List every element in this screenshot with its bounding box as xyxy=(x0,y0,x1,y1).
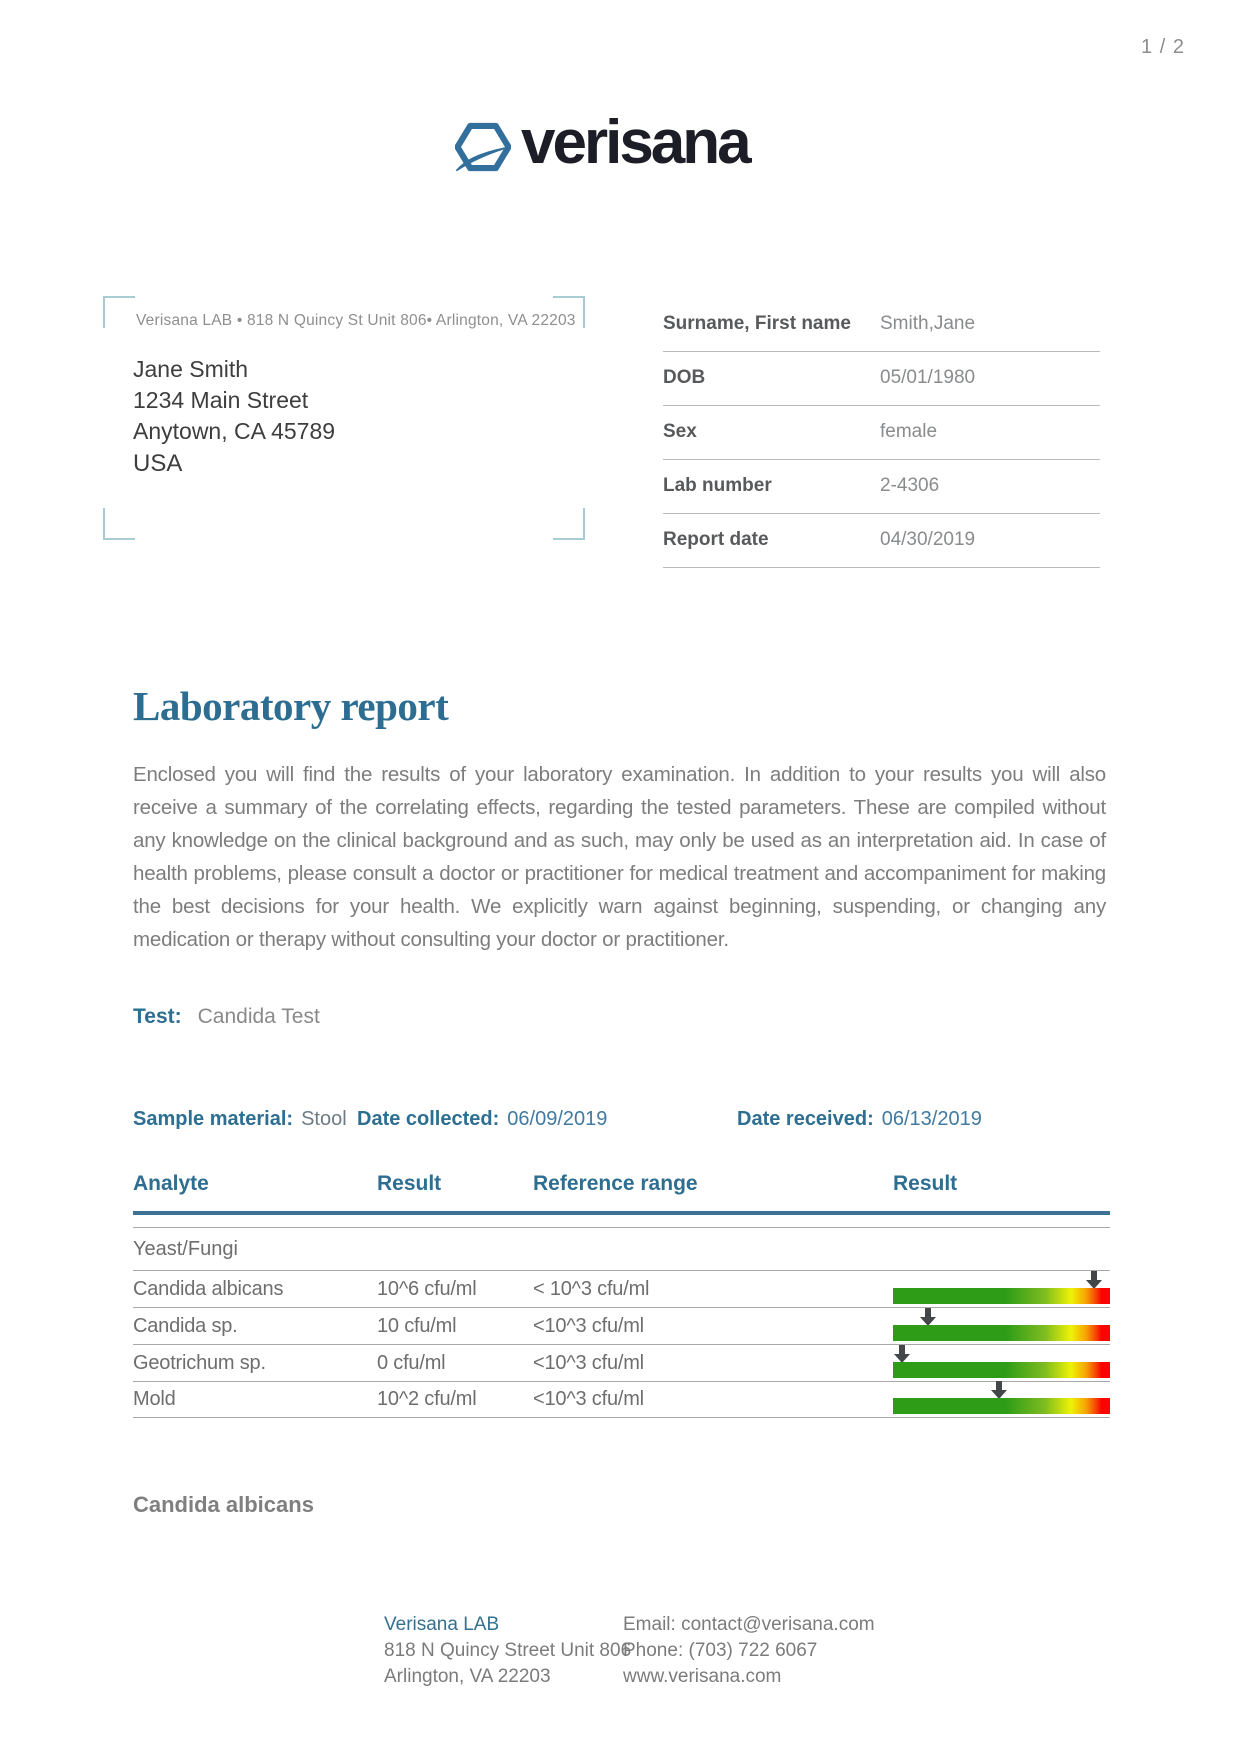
result-scale-bar xyxy=(893,1362,1110,1378)
section-heading-candida-albicans: Candida albicans xyxy=(133,1492,314,1517)
sample-material-label: Sample material: xyxy=(133,1108,294,1130)
address-window xyxy=(103,296,585,540)
recipient-street: 1234 Main Street xyxy=(133,387,309,413)
recipient-city: Anytown, CA 45789 xyxy=(133,418,336,444)
date-received xyxy=(737,1108,982,1131)
corner-bracket-icon xyxy=(103,508,135,540)
patient-value: Smith,Jane xyxy=(880,313,976,334)
result-cell: 10 cfu/ml xyxy=(377,1314,457,1337)
analyte-cell: Geotrichum sp. xyxy=(133,1351,266,1374)
result-cell: 0 cfu/ml xyxy=(377,1351,446,1374)
result-scale-cell xyxy=(893,1271,1110,1307)
spacer xyxy=(133,1215,1110,1227)
patient-value: female xyxy=(880,421,938,442)
down-arrow-icon xyxy=(894,1345,910,1363)
result-scale-cell xyxy=(893,1308,1110,1344)
reference-cell: <10^3 cfu/ml xyxy=(533,1388,644,1410)
patient-row-dob xyxy=(663,352,1100,406)
patient-value: 04/30/2019 xyxy=(880,529,976,550)
patient-row-report-date xyxy=(663,514,1100,568)
reference-cell: <10^3 cfu/ml xyxy=(533,1314,644,1337)
patient-label: Report date xyxy=(663,529,769,550)
footer-email: Email: contact@verisana.com xyxy=(623,1614,875,1635)
corner-bracket-icon xyxy=(553,508,585,540)
return-address: Verisana LAB • 818 N Quincy St Unit 806• Arlington, VA 22203 xyxy=(136,312,576,329)
footer-phone: Phone: (703) 722 6067 xyxy=(623,1640,818,1661)
result-cell: 10^2 cfu/ml xyxy=(377,1388,477,1410)
footer-lab-name: Verisana LAB xyxy=(384,1614,500,1635)
recipient-address xyxy=(133,354,335,479)
hexagon-leaf-icon xyxy=(455,122,511,172)
table-row xyxy=(133,1270,1110,1307)
results-header-row xyxy=(133,1172,1110,1198)
test-value: Candida Test xyxy=(197,1005,320,1028)
test-line xyxy=(133,1005,320,1029)
patient-row-name xyxy=(663,298,1100,352)
group-row-yeast-fungi xyxy=(133,1227,1110,1270)
result-scale-cell xyxy=(893,1382,1110,1417)
reference-cell: <10^3 cfu/ml xyxy=(533,1351,644,1374)
group-label: Yeast/Fungi xyxy=(133,1237,238,1260)
test-label: Test: xyxy=(133,1005,182,1028)
result-scale-bar xyxy=(893,1398,1110,1414)
column-header-result-scale: Result xyxy=(893,1172,958,1195)
patient-value: 05/01/1980 xyxy=(880,367,976,388)
footer-street: 818 N Quincy Street Unit 806 xyxy=(384,1640,632,1661)
analyte-cell: Candida albicans xyxy=(133,1277,284,1300)
recipient-country: USA xyxy=(133,450,183,477)
intro-paragraph: Enclosed you will find the results of your laboratory examination. In addition to your results you will also receive a summary of the correlating effects, regarding the tested parameters. These are compiled without any knowledge on the clinical background and as such, may only be used as an interpretation aid. In case of health problems, please consult a doctor or practitioner for medical treatment and accompaniment for making the best decisions for your health. We explicitly warn against beginning, suspending, or changing any medication or therapy without consulting your doctor or practitioner. xyxy=(133,763,1106,951)
column-header-reference-range: Reference range xyxy=(533,1172,698,1195)
patient-row-sex xyxy=(663,406,1100,460)
recipient-name: Jane Smith xyxy=(133,356,249,382)
down-arrow-icon xyxy=(920,1308,936,1326)
patient-label: Lab number xyxy=(663,475,772,496)
reference-cell: < 10^3 cfu/ml xyxy=(533,1277,650,1300)
result-cell: 10^6 cfu/ml xyxy=(377,1277,477,1300)
date-collected xyxy=(357,1108,607,1131)
table-row xyxy=(133,1344,1110,1381)
patient-label: Surname, First name xyxy=(663,313,851,334)
patient-info-table xyxy=(663,298,1100,568)
date-collected-label: Date collected: xyxy=(357,1108,500,1130)
date-collected-value: 06/09/2019 xyxy=(507,1108,608,1130)
page-title: Laboratory report xyxy=(133,683,449,729)
table-row xyxy=(133,1307,1110,1344)
logo-wordmark: verisana xyxy=(521,108,749,177)
footer-website: www.verisana.com xyxy=(623,1666,782,1687)
result-scale-bar xyxy=(893,1288,1110,1304)
corner-bracket-icon xyxy=(103,296,135,328)
verisana-logo xyxy=(455,108,749,177)
patient-row-lab-number xyxy=(663,460,1100,514)
analyte-cell: Candida sp. xyxy=(133,1314,238,1337)
result-scale-cell xyxy=(893,1345,1110,1381)
page-number: 1 / 2 xyxy=(1141,36,1185,58)
patient-label: Sex xyxy=(663,421,697,442)
down-arrow-icon xyxy=(1086,1271,1102,1289)
patient-value: 2-4306 xyxy=(880,475,940,496)
sample-material-value: Stool xyxy=(301,1108,347,1130)
patient-label: DOB xyxy=(663,367,706,388)
date-received-label: Date received: xyxy=(737,1108,874,1130)
analyte-cell: Mold xyxy=(133,1388,176,1410)
sample-material xyxy=(133,1108,347,1131)
footer-address-block xyxy=(384,1612,631,1690)
footer-contact-block xyxy=(623,1612,875,1690)
result-scale-bar xyxy=(893,1325,1110,1341)
down-arrow-icon xyxy=(991,1381,1007,1399)
results-table xyxy=(133,1172,1110,1418)
footer-city: Arlington, VA 22203 xyxy=(384,1666,551,1687)
table-row xyxy=(133,1381,1110,1418)
column-header-result: Result xyxy=(377,1172,442,1195)
date-received-value: 06/13/2019 xyxy=(881,1108,982,1130)
column-header-analyte: Analyte xyxy=(133,1172,209,1195)
